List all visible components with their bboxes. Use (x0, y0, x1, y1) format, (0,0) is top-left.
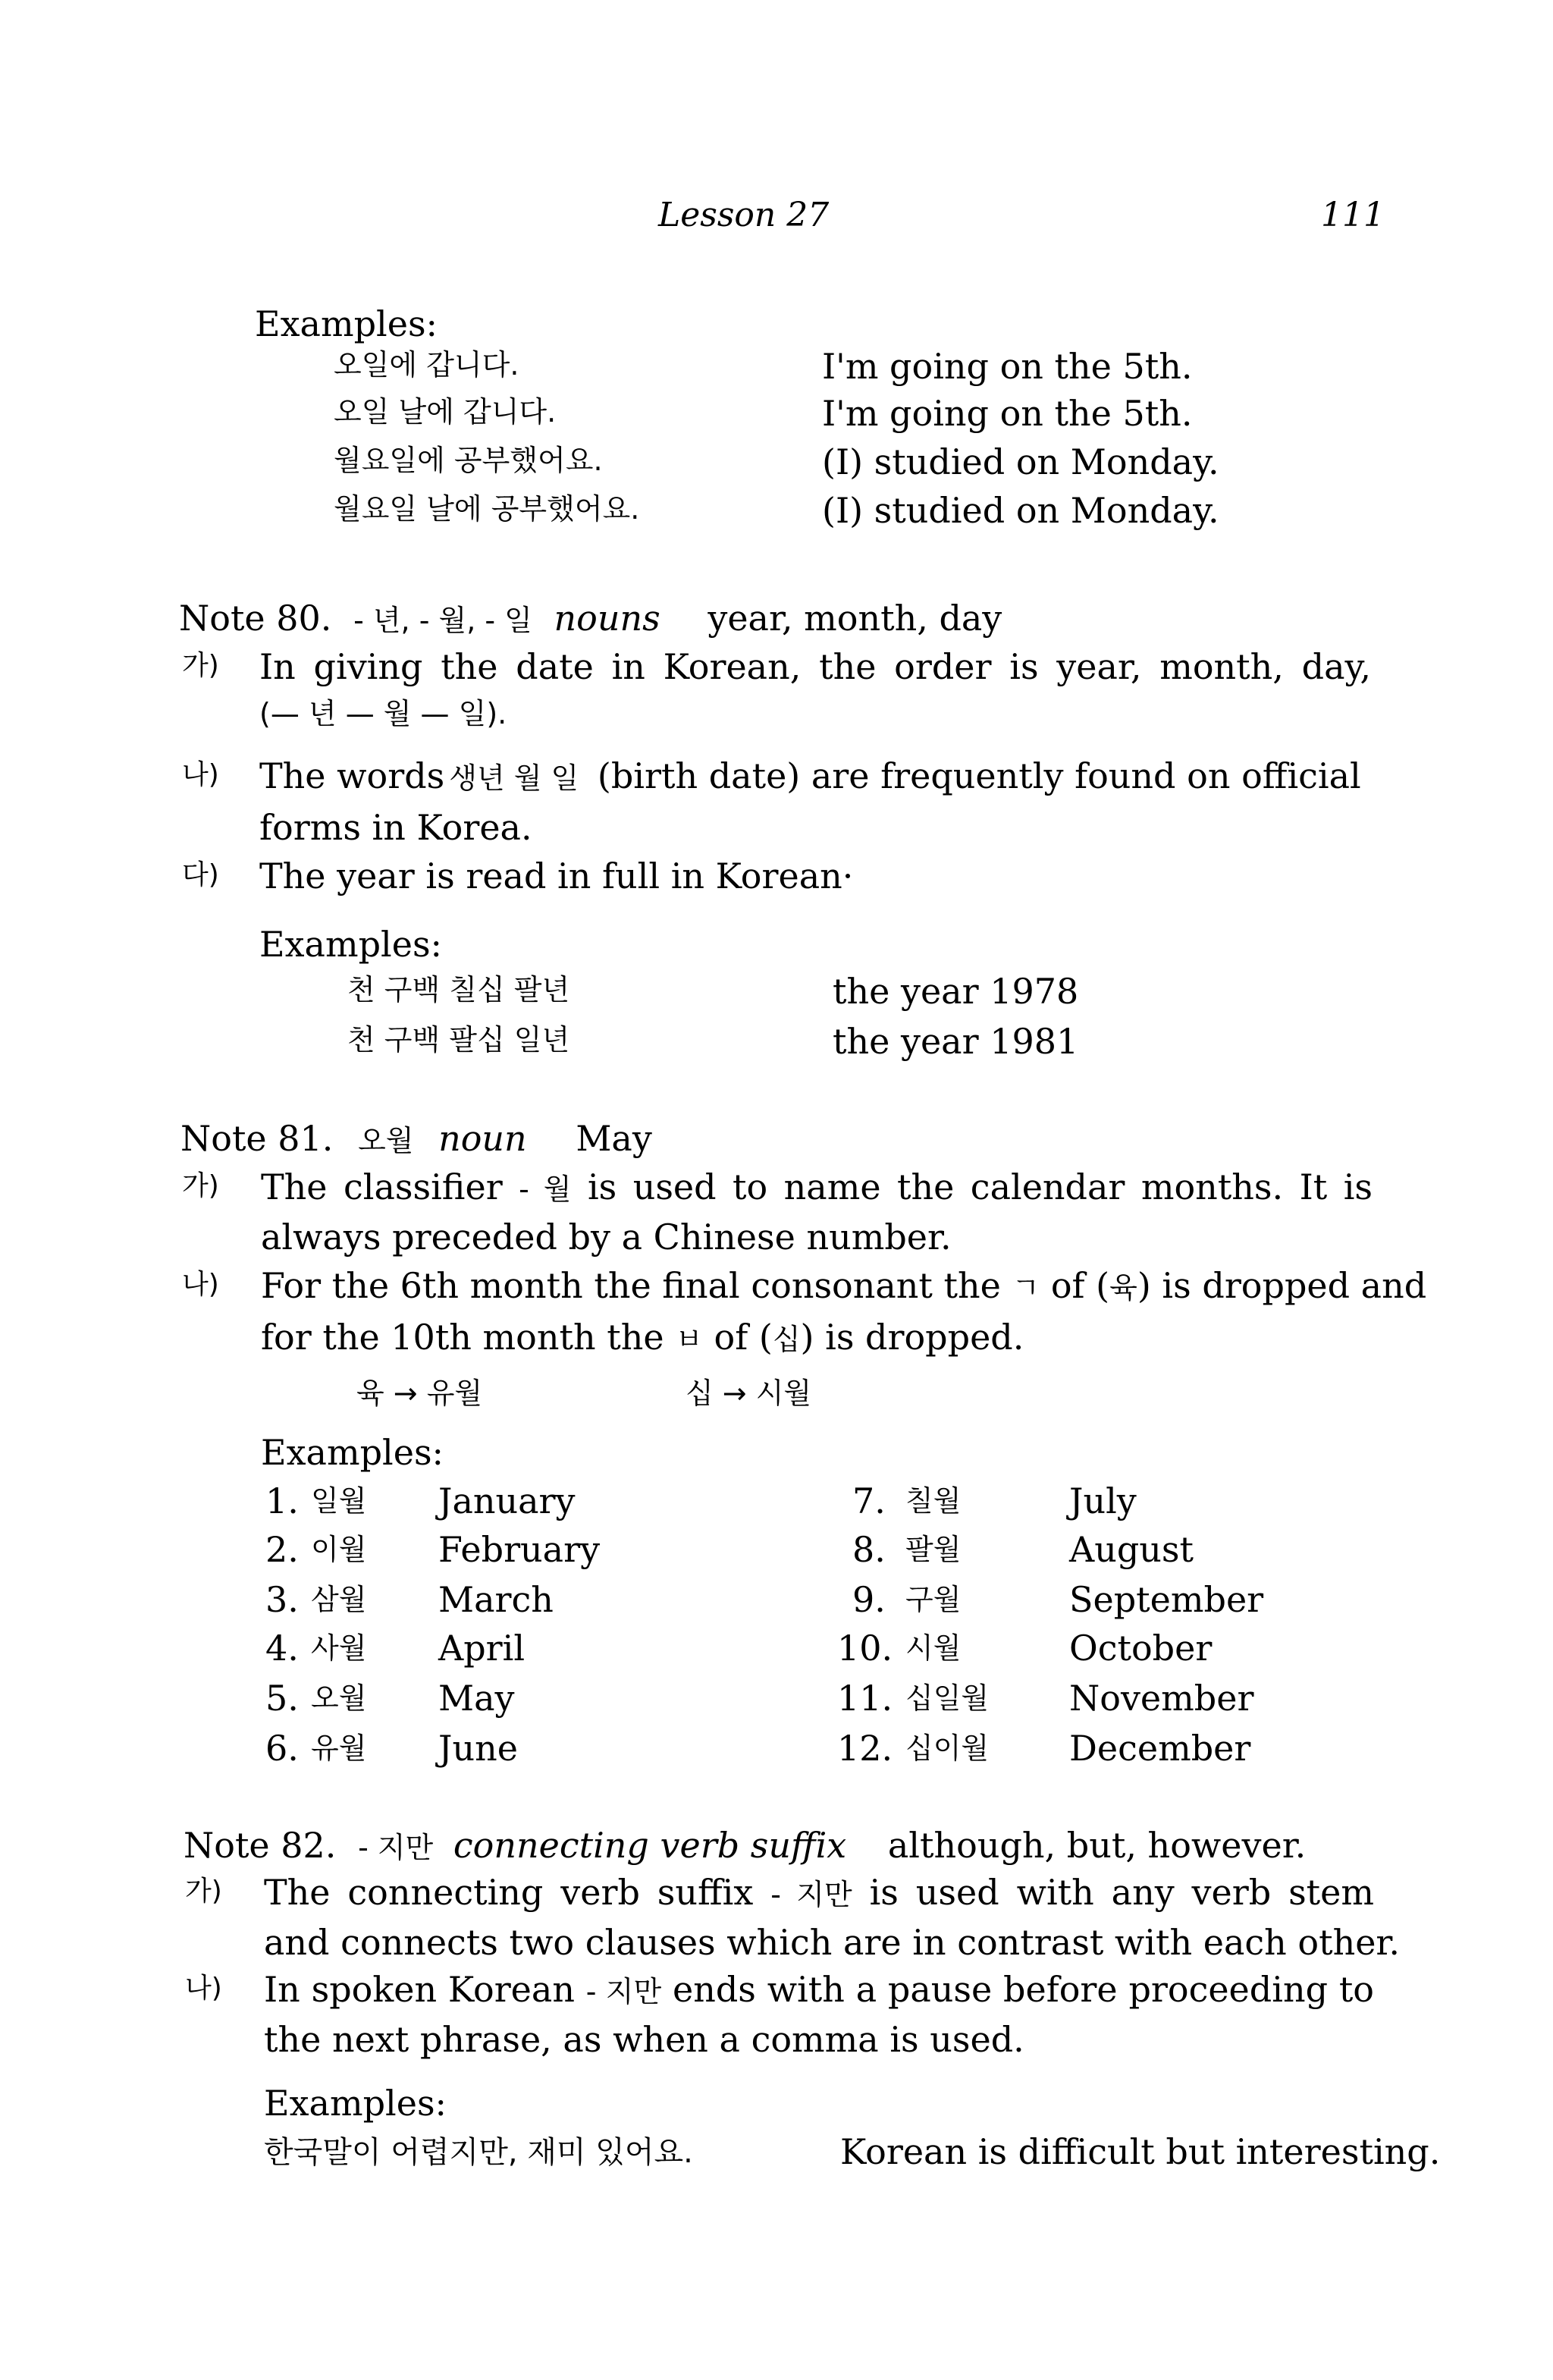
note-81-na-cont (261, 1317, 1024, 1358)
note-82-ga-line (264, 1872, 1375, 1913)
text: is used to name the calendar months. It is (587, 1166, 1373, 1207)
note-forms: - 년, - 월, - 일 (353, 604, 532, 637)
example-en: (I) studied on Monday. (822, 490, 1219, 531)
month-number: 7. (852, 1480, 886, 1521)
note-81-na-line (261, 1265, 1427, 1306)
korean-term: ㅂ (675, 1323, 703, 1356)
month-ko: 오월 (311, 1681, 367, 1715)
note-80-da-text: The year is read in full in Korean· (259, 856, 854, 896)
example-en: I'm going on the 5th. (822, 393, 1193, 434)
item-marker: 나) (182, 759, 219, 790)
note-80-ga-text: In giving the date in Korean, the order is year, month, day, (259, 646, 1371, 687)
item-marker: 가) (182, 650, 219, 681)
note-82-na-line (264, 1969, 1374, 2010)
korean-term: 육 (1109, 1271, 1137, 1305)
example-ko: 천 구백 칠십 팔년 (347, 973, 570, 1006)
month-ko: 구월 (905, 1583, 962, 1616)
month-ko: 칠월 (905, 1484, 962, 1518)
text: (birth date) are frequently found on official (597, 755, 1361, 796)
note-80-ga-cont: (— 년 — 월 — 일). (259, 697, 507, 730)
korean-term: - 월 (519, 1173, 572, 1206)
page-number: 111 (1321, 196, 1385, 234)
month-ko: 시월 (905, 1631, 962, 1665)
example-en: the year 1978 (833, 971, 1079, 1012)
month-number: 8. (852, 1529, 886, 1570)
part-of-speech: noun (438, 1118, 527, 1159)
note-82-na-cont: the next phrase, as when a comma is used. (264, 2019, 1024, 2060)
month-number: 4. (265, 1628, 299, 1669)
month-number: 1. (265, 1480, 299, 1521)
korean-term: - 지만 (770, 1878, 852, 1911)
note-80-heading (179, 598, 1002, 639)
note-label: Note 81. (180, 1118, 334, 1159)
month-en: August (1069, 1529, 1194, 1570)
month-number: 9. (852, 1579, 886, 1620)
example-ko: 월요일 날에 공부했어요. (334, 492, 640, 526)
month-number: 6. (265, 1728, 299, 1769)
item-marker: 나) (185, 1973, 222, 2004)
month-ko: 일월 (311, 1484, 367, 1518)
note-80-na-line (259, 755, 1361, 796)
month-en: April (438, 1628, 526, 1669)
example-en: the year 1981 (833, 1021, 1079, 1062)
month-number: 12. (837, 1728, 893, 1769)
month-number: 3. (265, 1579, 299, 1620)
note-82-heading (184, 1825, 1307, 1866)
month-number: 10. (837, 1628, 893, 1669)
sound-change-1: 육 → 유월 (356, 1377, 483, 1410)
note-gloss: although, but, however. (887, 1825, 1307, 1866)
month-en: June (438, 1728, 518, 1769)
text: ends with a pause before proceeding to (672, 1969, 1374, 2010)
month-ko: 팔월 (905, 1533, 962, 1566)
month-ko: 십이월 (905, 1732, 990, 1765)
korean-term: - 지만 (585, 1975, 662, 2008)
month-en: October (1069, 1628, 1213, 1669)
example-ko: 천 구백 팔십 일년 (347, 1023, 570, 1057)
text: is used with any verb stem (869, 1872, 1375, 1913)
month-ko: 유월 (311, 1732, 367, 1765)
item-marker: 다) (182, 859, 219, 890)
example-en: Korean is difficult but interesting. (840, 2131, 1441, 2172)
note-gloss: year, month, day (707, 598, 1002, 639)
examples-label: Examples: (261, 1432, 444, 1473)
month-ko: 십일월 (905, 1681, 990, 1715)
example-ko: 오일 날에 갑니다. (334, 395, 557, 429)
sound-change-2: 십 → 시월 (686, 1377, 812, 1410)
month-en: February (438, 1529, 601, 1570)
text: The words (259, 755, 445, 796)
running-header-title: Lesson 27 (658, 196, 830, 234)
item-marker: 가) (185, 1876, 222, 1907)
month-ko: 삼월 (311, 1583, 367, 1616)
korean-term: 십 (772, 1323, 801, 1356)
text: of ( (1050, 1265, 1110, 1306)
text: for the 10th month the (261, 1317, 664, 1358)
text: For the 6th month the final consonant the (261, 1265, 1001, 1306)
month-en: March (438, 1579, 554, 1620)
korean-term: ㄱ (1012, 1271, 1040, 1305)
part-of-speech: connecting verb suffix (453, 1825, 847, 1866)
examples-label: Examples: (264, 2083, 447, 2124)
note-81-heading (180, 1118, 652, 1159)
month-number: 5. (265, 1678, 299, 1719)
note-label: Note 82. (184, 1825, 337, 1866)
month-en: May (438, 1678, 515, 1719)
note-label: Note 80. (179, 598, 332, 639)
examples-label: Examples: (255, 303, 438, 344)
korean-term: 생년 월 일 (449, 761, 579, 795)
month-en: January (438, 1480, 576, 1521)
month-number: 2. (265, 1529, 299, 1570)
example-ko: 오일에 갑니다. (334, 348, 519, 381)
month-ko: 이월 (311, 1533, 367, 1566)
text: The classifier (261, 1166, 503, 1207)
example-en: I'm going on the 5th. (822, 346, 1193, 387)
text: ) is dropped and (1137, 1265, 1427, 1306)
month-en: December (1069, 1728, 1251, 1769)
item-marker: 가) (182, 1170, 219, 1201)
examples-label: Examples: (259, 924, 443, 965)
item-marker: 나) (182, 1269, 219, 1300)
note-form: - 지만 (358, 1831, 434, 1864)
example-ko: 한국말이 어렵지만, 재미 있어요. (264, 2135, 693, 2170)
month-en: November (1069, 1678, 1254, 1719)
example-en: (I) studied on Monday. (822, 441, 1219, 482)
month-number: 11. (837, 1678, 893, 1719)
note-gloss: May (576, 1118, 652, 1159)
text: ) is dropped. (800, 1317, 1024, 1358)
month-en: September (1069, 1579, 1264, 1620)
example-ko: 월요일에 공부했어요. (334, 444, 603, 477)
month-en: July (1069, 1480, 1137, 1521)
part-of-speech: nouns (554, 598, 660, 639)
month-ko: 사월 (311, 1631, 367, 1665)
note-81-ga-cont: always preceded by a Chinese number. (261, 1217, 952, 1258)
note-word: 오월 (358, 1124, 414, 1157)
text: of ( (714, 1317, 773, 1358)
text: In spoken Korean (264, 1969, 575, 2010)
note-80-na-cont: forms in Korea. (259, 807, 532, 848)
text: The connecting verb suffix (264, 1872, 754, 1913)
note-82-ga-cont: and connects two clauses which are in contrast with each other. (264, 1922, 1400, 1963)
note-81-ga-line (261, 1166, 1373, 1207)
